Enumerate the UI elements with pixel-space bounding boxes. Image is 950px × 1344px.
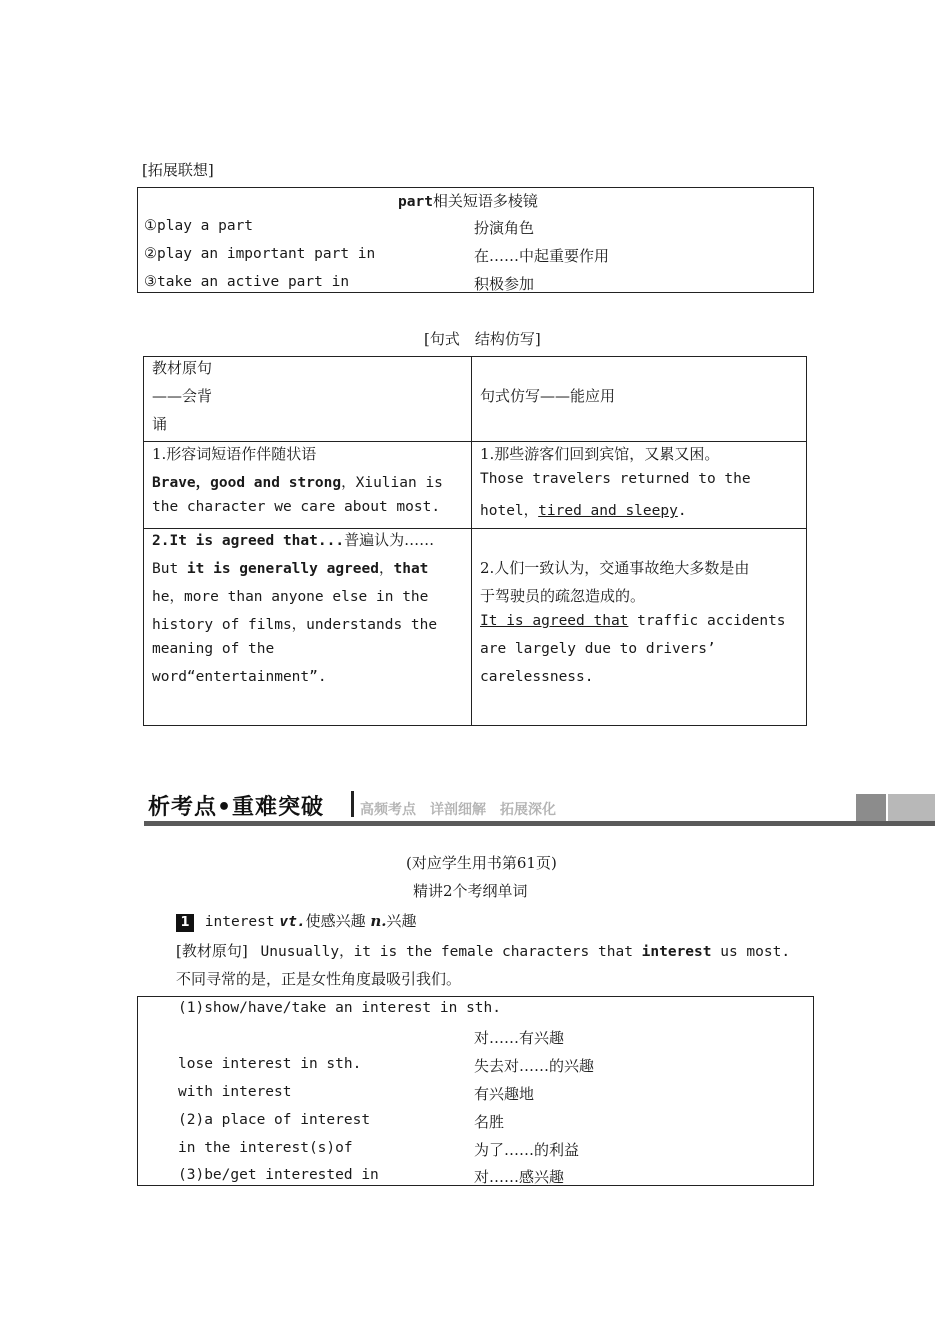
header-left-line: 诵 — [152, 415, 168, 433]
row2-right-line1 — [480, 613, 786, 629]
row1-right-line2 — [480, 499, 687, 520]
textbook-text-bold: interest — [641, 944, 712, 960]
word-entry — [176, 910, 417, 932]
part-row-en: ③take an active part in — [144, 274, 350, 290]
interest-row-zh: 名胜 — [474, 1113, 505, 1131]
row2-right-rest: traffic accidents — [628, 613, 786, 629]
row2-right-line2: are largely due to drivers’ — [480, 641, 716, 657]
word-number-badge: 1 — [176, 914, 194, 932]
interest-line1-zh: 对……有兴趣 — [474, 1029, 565, 1047]
part-title-zh: 相关短语多棱镜 — [432, 192, 538, 210]
row1-right-line1: Those travelers returned to the — [480, 471, 751, 487]
textbook-text-post: us most. — [711, 944, 791, 960]
word-meaning-2: 兴趣 — [386, 912, 417, 930]
header-right: 句式仿写——能应用 — [480, 387, 616, 405]
page-reference: (对应学生用书第61页) — [406, 854, 557, 872]
word-pos-vt: vt. — [279, 914, 306, 930]
banner-block-light — [888, 794, 935, 821]
row2-right-title2: 于驾驶员的疏忽造成的。 — [480, 587, 646, 605]
row2-right-title1: 2.人们一致认为，交通事故绝大多数是由 — [480, 559, 750, 577]
row2-left-line4: meaning of the — [152, 641, 275, 657]
word-headword: interest — [204, 914, 275, 930]
row2-left-line3: history of films，understands the — [152, 617, 438, 633]
row2-left-title — [152, 529, 434, 550]
part-row-zh: 在……中起重要作用 — [474, 247, 610, 265]
word-pos-n: n. — [370, 912, 387, 930]
banner-underline — [144, 821, 935, 826]
row1-right-answer: tired and sleepy — [538, 503, 678, 519]
banner-block-dark — [856, 794, 886, 821]
interest-line1: (1)show/have/take an interest in sth. — [178, 1000, 502, 1016]
row2-left-line1 — [152, 557, 428, 578]
row2-right-answer: It is agreed that — [480, 613, 629, 629]
interest-row-en: in the interest(s)of — [178, 1140, 353, 1156]
part-table-title — [398, 190, 538, 211]
row1-right-pre: hotel， — [480, 503, 539, 519]
row1-left-rest: ，Xiulian is — [341, 475, 443, 491]
interest-row-en: (2)a place of interest — [178, 1112, 371, 1128]
pattern-table-rule — [143, 441, 807, 442]
row1-left-title: 1.形容词短语作伴随状语 — [152, 445, 317, 463]
section-title: 精讲2个考纲单词 — [413, 882, 528, 900]
pattern-table-divider — [471, 356, 472, 726]
row1-left-line2: the character we care about most. — [152, 499, 441, 515]
interest-row-en: (3)be/get interested in — [178, 1167, 379, 1183]
row2-left-title-zh: 普遍认为…… — [344, 531, 435, 549]
header-left-line: 教材原句 — [152, 359, 213, 377]
row2-left-title-en: 2.It is agreed that... — [152, 533, 345, 549]
part-row-en: ②play an important part in — [144, 246, 376, 262]
part-row-en: ①play a part — [144, 218, 254, 234]
interest-row-zh: 失去对……的兴趣 — [474, 1057, 595, 1075]
interest-row-zh: 为了……的利益 — [474, 1141, 580, 1159]
textbook-sentence — [176, 940, 790, 961]
textbook-translation: 不同寻常的是，正是女性角度最吸引我们。 — [176, 970, 462, 988]
part-title-en: part — [398, 194, 433, 210]
row2-left-pre: But — [152, 561, 187, 577]
row1-right-post: . — [677, 503, 687, 519]
row1-right-title: 1.那些游客们回到宾馆，又累又困。 — [480, 445, 720, 463]
interest-row-zh: 有兴趣地 — [474, 1085, 535, 1103]
row2-left-bold1: it is generally agreed — [186, 561, 379, 577]
interest-row-en: with interest — [178, 1084, 292, 1100]
banner-subtitle: 高频考点 详剖细解 拓展深化 — [360, 802, 556, 818]
expand-heading: [拓展联想] — [142, 161, 214, 179]
interest-row-zh: 对……感兴趣 — [474, 1168, 565, 1186]
row2-left-line5: word“entertainment”. — [152, 669, 327, 685]
row1-left-line1 — [152, 471, 443, 492]
interest-row-en: lose interest in sth. — [178, 1056, 362, 1072]
banner-separator — [351, 791, 354, 817]
textbook-text-pre: Unusually，it is the female characters that — [260, 944, 642, 960]
row2-left-line2: he，more than anyone else in the — [152, 589, 429, 605]
row2-left-bold2: that — [393, 561, 429, 577]
part-row-zh: 积极参加 — [474, 275, 535, 293]
part-row-zh: 扮演角色 — [474, 219, 535, 237]
banner-title: 析考点•重难突破 — [148, 795, 325, 820]
textbook-label: [教材原句] — [176, 942, 248, 960]
row2-left-mid: ， — [378, 561, 394, 577]
row1-left-bold: Brave，good and strong — [152, 475, 342, 491]
header-left-line: ——会背 — [152, 387, 213, 405]
pattern-heading: [句式 结构仿写] — [424, 330, 541, 348]
row2-right-line3: carelessness. — [480, 669, 594, 685]
word-meaning-1: 使感兴趣 — [305, 912, 366, 930]
